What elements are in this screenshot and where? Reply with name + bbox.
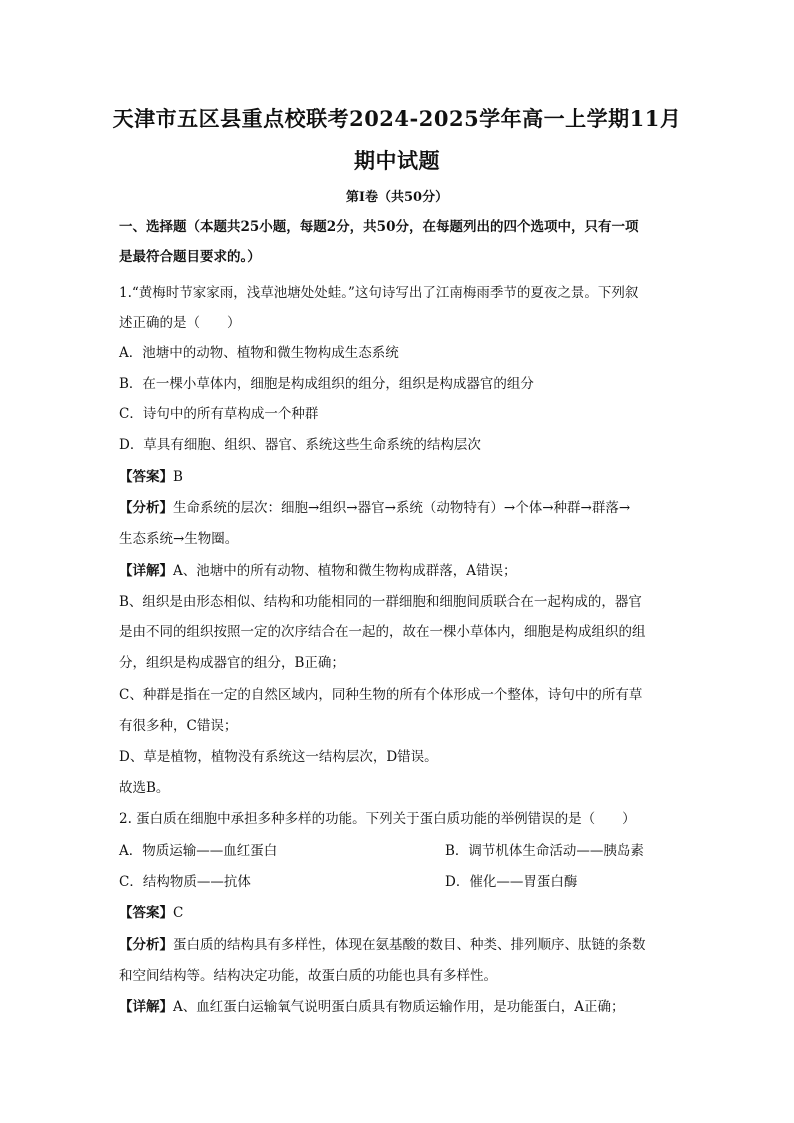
q2-option-d: D．催化——胃蛋白酶 bbox=[445, 874, 578, 890]
q2-stem: 2. 蛋白质在细胞中承担多种多样的功能。下列关于蛋白质功能的举例错误的是（ ） bbox=[119, 811, 636, 827]
analysis-tag: 【分析】 bbox=[119, 500, 173, 516]
detail-text: A、池塘中的所有动物、植物和微生物构成群落，A错误； bbox=[173, 563, 517, 579]
q2-option-c: C．结构物质——抗体 bbox=[119, 874, 251, 890]
q1-analysis-line2: 生态系统→生物圈。 bbox=[119, 531, 239, 547]
q2-analysis-line2: 和空间结构等。结构决定功能，故蛋白质的功能也具有多样性。 bbox=[119, 968, 497, 984]
detail-text: A、血红蛋白运输氧气说明蛋白质具有物质运输作用，是功能蛋白，A正确； bbox=[173, 999, 625, 1015]
section-instruction-line1: 一、选择题（本题共25小题，每题2分，共50分，在每题列出的四个选项中，只有一项 bbox=[119, 219, 639, 235]
q2-option-b: B．调节机体生命活动——胰岛素 bbox=[445, 843, 644, 859]
q2-answer bbox=[119, 903, 679, 923]
q1-detail-b3: 分，组织是构成器官的组分，B正确； bbox=[119, 655, 345, 671]
analysis-text: 生命系统的层次：细胞→组织→器官→系统（动物特有）→个体→种群→群落→ bbox=[173, 500, 631, 516]
q1-conclusion: 故选B。 bbox=[119, 780, 170, 796]
q1-option-b: B．在一棵小草体内，细胞是构成组织的组分，组织是构成器官的组分 bbox=[119, 376, 534, 392]
q2-option-a: A．物质运输——血红蛋白 bbox=[119, 843, 278, 859]
part-header: 第Ⅰ卷（共50分） bbox=[345, 190, 449, 205]
analysis-text: 蛋白质的结构具有多样性，体现在氨基酸的数目、种类、排列顺序、肽链的条数 bbox=[173, 937, 646, 953]
detail-tag: 【详解】 bbox=[119, 563, 173, 579]
analysis-tag: 【分析】 bbox=[119, 937, 173, 953]
q1-analysis-line1 bbox=[119, 498, 679, 518]
exam-title-line2: 期中试题 bbox=[354, 148, 440, 173]
detail-tag: 【详解】 bbox=[119, 999, 173, 1015]
answer-value: B bbox=[173, 469, 183, 485]
q1-detail-c1: C、种群是指在一定的自然区域内，同种生物的所有个体形成一个整体，诗句中的所有草 bbox=[119, 687, 643, 703]
q1-option-d: D．草具有细胞、组织、器官、系统这些生命系统的结构层次 bbox=[119, 437, 481, 453]
q1-detail-b1: B、组织是由形态相似、结构和功能相同的一群细胞和细胞间质联合在一起构成的，器官 bbox=[119, 594, 642, 610]
q1-option-c: C．诗句中的所有草构成一个种群 bbox=[119, 406, 319, 422]
q2-detail-line1 bbox=[119, 997, 679, 1017]
answer-tag: 【答案】 bbox=[119, 469, 173, 485]
exam-title-line1: 天津市五区县重点校联考2024-2025学年高一上学期11月 bbox=[112, 106, 682, 131]
q1-stem-line2: 述正确的是（ ） bbox=[119, 315, 241, 331]
q1-detail-d: D、草是植物，植物没有系统这一结构层次，D错误。 bbox=[119, 749, 438, 765]
q1-detail-c2: 有很多种，C错误； bbox=[119, 718, 238, 734]
section-instruction-line2: 是最符合题目要求的。） bbox=[119, 249, 261, 265]
q1-detail-b2: 是由不同的组织按照一定的次序结合在一起的，故在一棵小草体内，细胞是构成组织的组 bbox=[119, 624, 646, 640]
q1-stem-line1: 1.“黄梅时节家家雨，浅草池塘处处蛙。”这句诗写出了江南梅雨季节的夏夜之景。下列叙 bbox=[119, 285, 639, 301]
answer-value: C bbox=[173, 905, 184, 921]
answer-tag: 【答案】 bbox=[119, 905, 173, 921]
q1-option-a: A．池塘中的动物、植物和微生物构成生态系统 bbox=[119, 345, 399, 361]
q2-analysis-line1 bbox=[119, 935, 679, 955]
q1-detail-line1 bbox=[119, 561, 679, 581]
q1-answer bbox=[119, 467, 679, 487]
